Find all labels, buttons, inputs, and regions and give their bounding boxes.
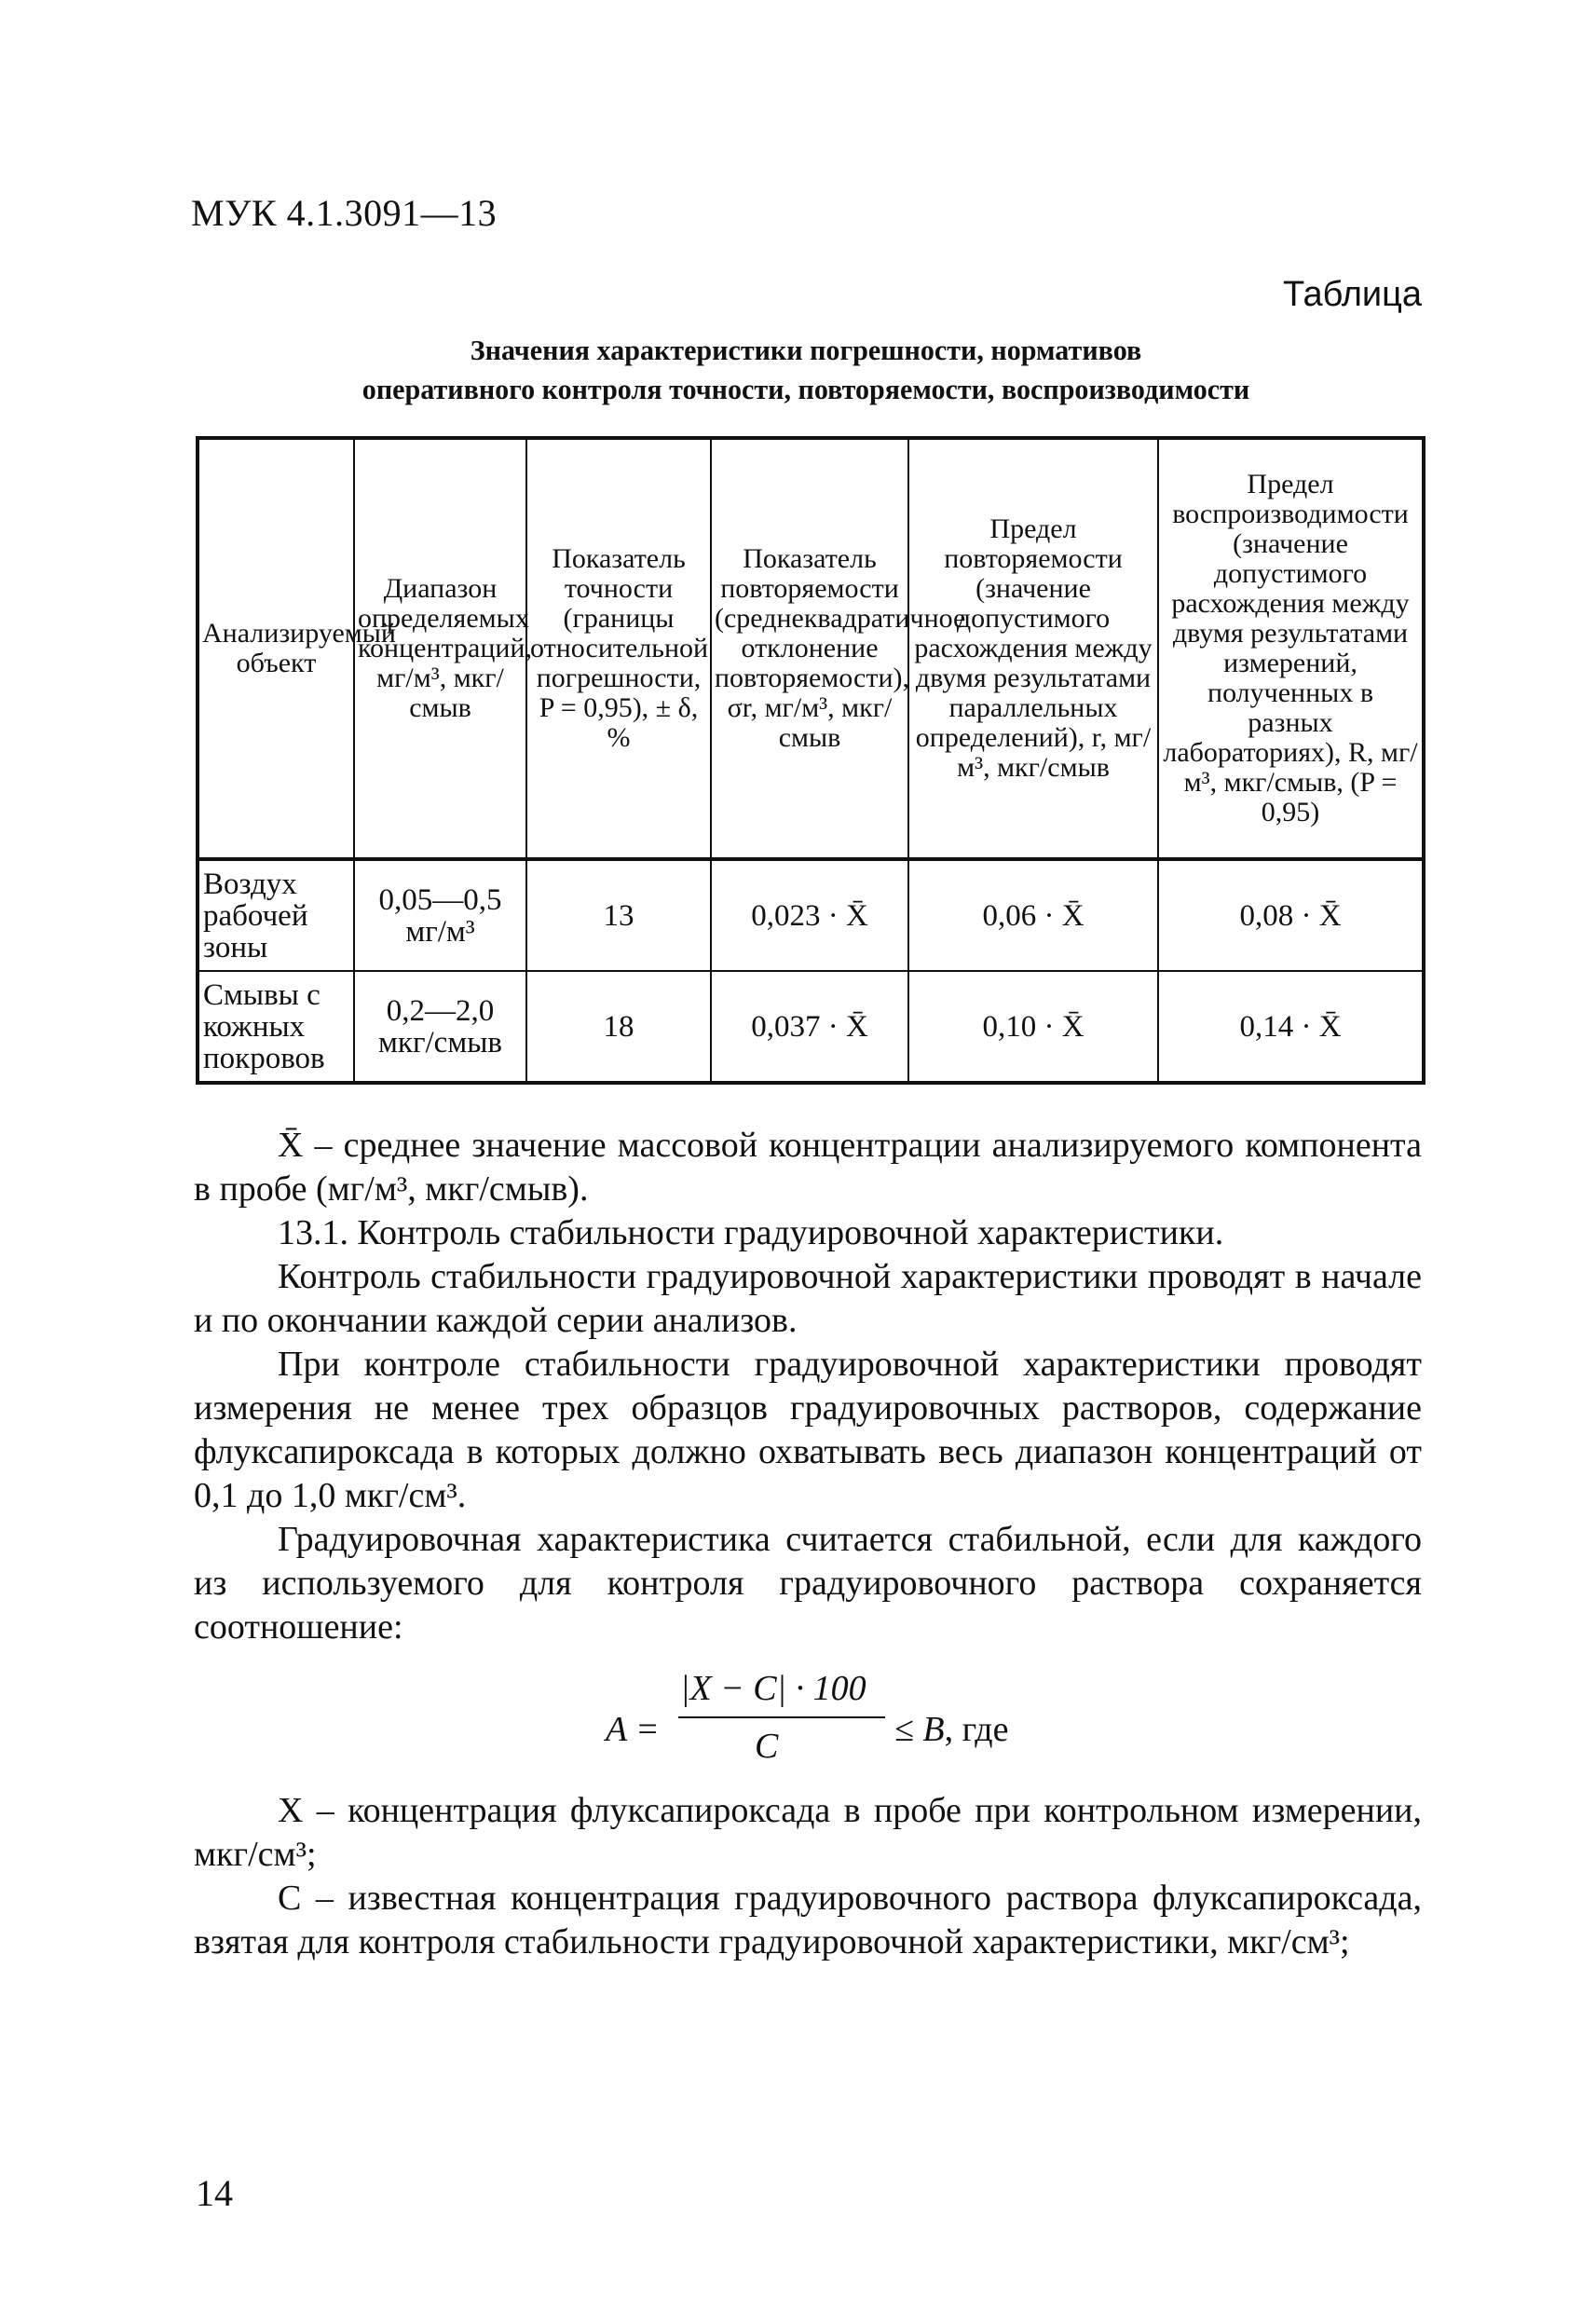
- table-header-row: [198, 438, 1424, 859]
- table-title: [210, 331, 1402, 409]
- header-repeatability-limit: Предел повторяемости (значение допустимого расхождения между двумя результатами параллельных определений), r, мг/м³, мкг/смыв: [908, 438, 1158, 859]
- paragraph: Градуировочная характеристика считается стабильной, если для каждого из используемого для контроля градуировочного раствора сохраняется соотношение:: [194, 1520, 1422, 1647]
- definition-x: X – концентрация флуксапироксада в пробе при контрольном измерении, мкг/см³;: [194, 1791, 1422, 1874]
- table-cell: Смывы с кожных покровов: [198, 971, 354, 1083]
- header-repeatability-index: Показатель повторяемости (среднеквадратичное отклонение повторяемости), σr, мг/м³, мкг/смыв: [711, 438, 908, 859]
- header-range: Диапазон определяемых концентраций, мг/м³, мкг/смыв: [354, 438, 526, 859]
- table-cell: 0,10 · X̄: [908, 971, 1158, 1083]
- body-text: [194, 1124, 1422, 1649]
- table-cell: 13: [526, 859, 711, 971]
- header-object: Анализируемый объект: [198, 438, 354, 859]
- formula-lhs: A =: [606, 1710, 660, 1749]
- table-row: [198, 859, 1424, 971]
- table-title-line: оперативного контроля точности, повторяемости, воспроизводимости: [361, 373, 1250, 405]
- fraction-bar: [678, 1716, 885, 1718]
- table-cell: 0,023 · X̄: [711, 859, 908, 971]
- definition-c: C – известная концентрация градуировочного раствора флуксапироксада, взятая для контроля стабильности градуировочной характеристики, мкг/см³;: [194, 1879, 1422, 1961]
- formula-suffix: , где: [944, 1710, 1009, 1749]
- table-cell: 0,08 · X̄: [1158, 859, 1424, 971]
- stability-formula: [606, 1668, 1165, 1789]
- paragraph: При контроле стабильности градуировочной характеристики проводят измерения не менее трех образцов градуировочных растворов, содержание флуксапироксада в которых должно охватывать весь диапазон концентраций от 0,1 до 1,0 мкг/см³.: [194, 1345, 1422, 1515]
- page-number: 14: [196, 2172, 233, 2214]
- definitions: [194, 1789, 1422, 1964]
- section-heading-13-1: 13.1. Контроль стабильности градуировочной характеристики.: [278, 1213, 1224, 1252]
- formula-rhs: [894, 1709, 1008, 1750]
- table-row: [198, 971, 1424, 1083]
- table-cell: 0,05—0,5 мг/м³: [354, 859, 526, 971]
- header-accuracy: Показатель точности (границы относительной погрешности, P = 0,95), ± δ, %: [526, 438, 711, 859]
- table-cell: Воздух рабочей зоны: [198, 859, 354, 971]
- table-title-line: Значения характеристики погрешности, нормативов: [470, 334, 1142, 366]
- table-cell: 18: [526, 971, 711, 1083]
- header-reproducibility-limit: Предел воспроизводимости (значение допустимого расхождения между двумя результатами измерений, полученных в разных лабораториях), R, мг/м³, мкг/смыв, (P = 0,95): [1158, 438, 1424, 859]
- document-code: МУК 4.1.3091—13: [191, 192, 498, 234]
- paragraph-xbar-definition: X̄ – среднее значение массовой концентрации анализируемого компонента в пробе (мг/м³, мкг/смыв).: [194, 1126, 1422, 1209]
- formula-denominator: C: [755, 1727, 779, 1766]
- table-cell: 0,14 · X̄: [1158, 971, 1424, 1083]
- table-label: Таблица: [1283, 275, 1422, 314]
- formula-rhs-bound: ≤ B: [894, 1710, 945, 1749]
- formula-numerator: |X − C| · 100: [680, 1669, 866, 1708]
- table-cell: 0,037 · X̄: [711, 971, 908, 1083]
- values-table: [196, 436, 1425, 1085]
- table-cell: 0,06 · X̄: [908, 859, 1158, 971]
- paragraph: Контроль стабильности градуировочной характеристики проводят в начале и по окончании каждой серии анализов.: [194, 1257, 1422, 1340]
- table-cell: 0,2—2,0 мкг/смыв: [354, 971, 526, 1083]
